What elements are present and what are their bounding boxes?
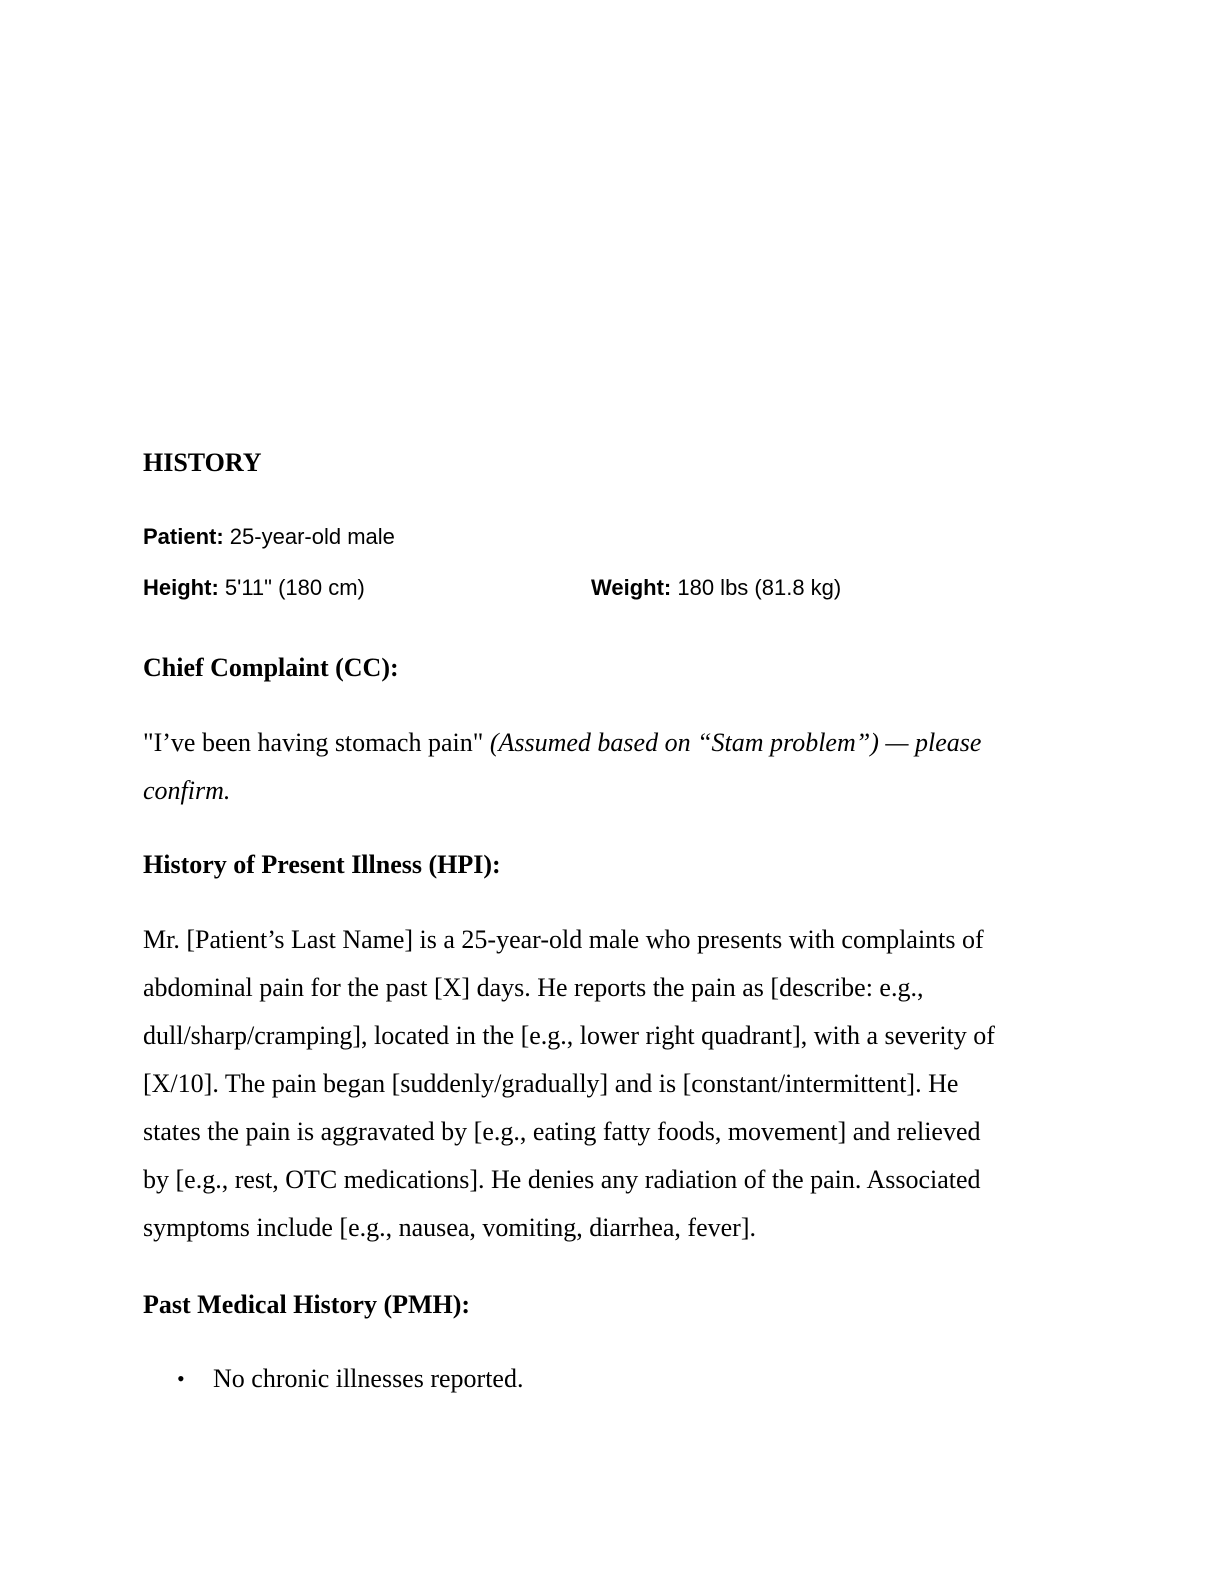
cc-paragraph bbox=[143, 719, 1063, 815]
height-weight-line bbox=[143, 573, 843, 603]
patient-label: Patient: bbox=[143, 524, 224, 549]
hpi-line: states the pain is aggravated by [e.g., eating fatty foods, movement] and relieved bbox=[143, 1117, 981, 1146]
document-title: HISTORY bbox=[143, 448, 262, 477]
hpi-line: [X/10]. The pain began [suddenly/gradually] and is [constant/intermittent]. He bbox=[143, 1069, 959, 1098]
weight-block bbox=[591, 573, 841, 603]
patient-value: 25-year-old male bbox=[223, 524, 395, 549]
cc-note-line-2: confirm. bbox=[143, 776, 231, 805]
weight-label: Weight: bbox=[591, 575, 672, 600]
hpi-line: dull/sharp/cramping], located in the [e.g., lower right quadrant], with a severity of bbox=[143, 1021, 995, 1050]
height-label: Height: bbox=[143, 575, 219, 600]
cc-heading: Chief Complaint (CC): bbox=[143, 653, 399, 682]
hpi-paragraph bbox=[143, 916, 1063, 1252]
pmh-heading: Past Medical History (PMH): bbox=[143, 1290, 471, 1319]
hpi-line: Mr. [Patient’s Last Name] is a 25-year-old male who presents with complaints of bbox=[143, 925, 984, 954]
hpi-line: symptoms include [e.g., nausea, vomiting, diarrhea, fever]. bbox=[143, 1213, 756, 1242]
cc-line-1 bbox=[143, 719, 1063, 767]
hpi-line: by [e.g., rest, OTC medications]. He denies any radiation of the pain. Associated bbox=[143, 1165, 981, 1194]
cc-note-line-1: (Assumed based on “Stam problem”) — please bbox=[489, 728, 982, 757]
pmh-bullet-text: No chronic illnesses reported. bbox=[213, 1364, 524, 1393]
patient-line bbox=[143, 522, 395, 552]
weight-value: 180 lbs (81.8 kg) bbox=[671, 575, 842, 600]
cc-quote: "I’ve been having stomach pain" bbox=[143, 728, 490, 757]
height-value: 5'11" (180 cm) bbox=[218, 575, 365, 600]
cc-line-2 bbox=[143, 767, 1063, 815]
hpi-heading: History of Present Illness (HPI): bbox=[143, 850, 501, 879]
hpi-line: abdominal pain for the past [X] days. He reports the pain as [describe: e.g., bbox=[143, 973, 924, 1002]
bullet-icon: • bbox=[177, 1366, 185, 1391]
